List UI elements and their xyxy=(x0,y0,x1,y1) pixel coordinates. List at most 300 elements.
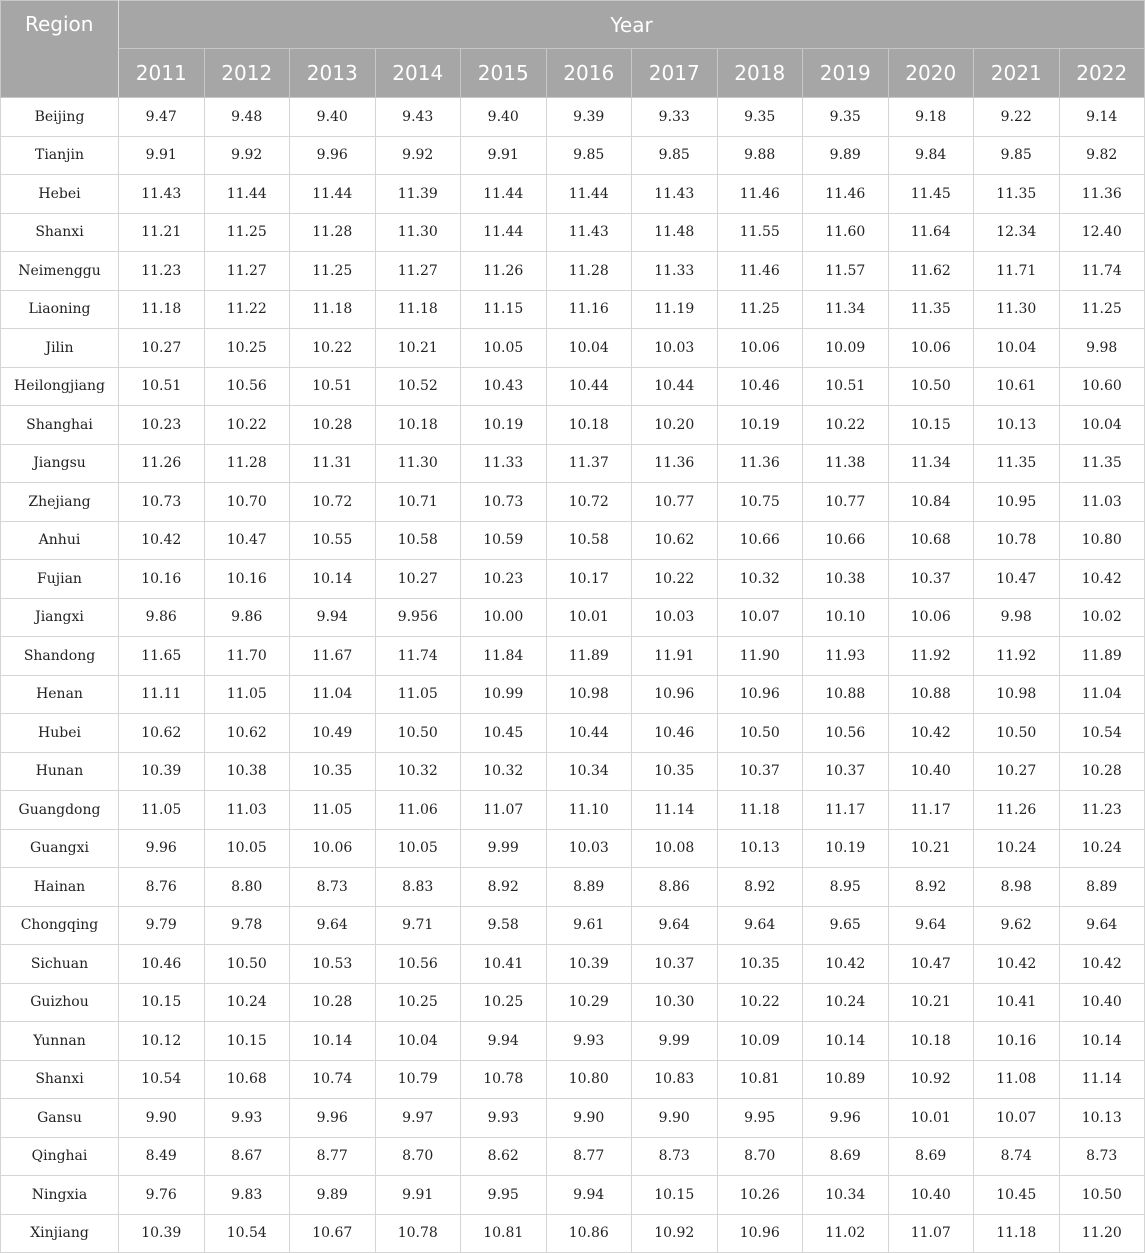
value-cell: 8.73 xyxy=(1059,1137,1145,1176)
region-cell: Hainan xyxy=(1,868,119,907)
value-cell: 10.40 xyxy=(888,1176,974,1215)
value-cell: 9.90 xyxy=(546,1099,632,1138)
value-cell: 10.04 xyxy=(375,1022,461,1061)
table-row xyxy=(1,752,1145,791)
value-cell: 10.25 xyxy=(375,983,461,1022)
value-cell: 10.89 xyxy=(803,1060,889,1099)
value-cell: 8.89 xyxy=(1059,868,1145,907)
value-cell: 10.88 xyxy=(888,675,974,714)
table-row xyxy=(1,983,1145,1022)
value-cell: 11.89 xyxy=(1059,637,1145,676)
region-cell: Hebei xyxy=(1,175,119,214)
value-cell: 10.62 xyxy=(204,714,290,753)
value-cell: 11.05 xyxy=(375,675,461,714)
value-cell: 10.24 xyxy=(803,983,889,1022)
value-cell: 9.89 xyxy=(290,1176,376,1215)
value-cell: 9.83 xyxy=(204,1176,290,1215)
value-cell: 9.93 xyxy=(204,1099,290,1138)
value-cell: 10.37 xyxy=(803,752,889,791)
value-cell: 10.18 xyxy=(888,1022,974,1061)
value-cell: 11.26 xyxy=(461,252,547,291)
value-cell: 11.14 xyxy=(1059,1060,1145,1099)
table-row xyxy=(1,1214,1145,1253)
value-cell: 10.14 xyxy=(1059,1022,1145,1061)
value-cell: 9.99 xyxy=(461,829,547,868)
value-cell: 8.69 xyxy=(803,1137,889,1176)
value-cell: 9.91 xyxy=(375,1176,461,1215)
value-cell: 11.05 xyxy=(204,675,290,714)
region-cell: Hunan xyxy=(1,752,119,791)
value-cell: 8.92 xyxy=(717,868,803,907)
value-cell: 11.20 xyxy=(1059,1214,1145,1253)
value-cell: 9.91 xyxy=(119,136,205,175)
value-cell: 10.21 xyxy=(888,983,974,1022)
value-cell: 9.47 xyxy=(119,98,205,137)
year-group-header: Year xyxy=(119,1,1145,49)
value-cell: 10.50 xyxy=(375,714,461,753)
value-cell: 10.51 xyxy=(290,367,376,406)
year-column-header: 2014 xyxy=(375,49,461,98)
value-cell: 10.22 xyxy=(632,560,718,599)
value-cell: 10.56 xyxy=(803,714,889,753)
value-cell: 11.22 xyxy=(204,290,290,329)
value-cell: 10.58 xyxy=(375,521,461,560)
value-cell: 9.64 xyxy=(1059,906,1145,945)
value-cell: 11.35 xyxy=(974,444,1060,483)
value-cell: 11.67 xyxy=(290,637,376,676)
value-cell: 10.79 xyxy=(375,1060,461,1099)
value-cell: 11.45 xyxy=(888,175,974,214)
value-cell: 10.19 xyxy=(803,829,889,868)
value-cell: 11.19 xyxy=(632,290,718,329)
value-cell: 9.90 xyxy=(632,1099,718,1138)
value-cell: 10.13 xyxy=(1059,1099,1145,1138)
value-cell: 9.96 xyxy=(290,136,376,175)
table-row xyxy=(1,329,1145,368)
value-cell: 10.50 xyxy=(717,714,803,753)
value-cell: 8.70 xyxy=(717,1137,803,1176)
region-cell: Jilin xyxy=(1,329,119,368)
value-cell: 11.91 xyxy=(632,637,718,676)
value-cell: 10.30 xyxy=(632,983,718,1022)
value-cell: 10.42 xyxy=(119,521,205,560)
value-cell: 10.03 xyxy=(546,829,632,868)
value-cell: 10.06 xyxy=(888,598,974,637)
value-cell: 10.27 xyxy=(974,752,1060,791)
value-cell: 11.43 xyxy=(632,175,718,214)
value-cell: 9.65 xyxy=(803,906,889,945)
year-column-header: 2012 xyxy=(204,49,290,98)
value-cell: 10.50 xyxy=(1059,1176,1145,1215)
value-cell: 10.73 xyxy=(461,483,547,522)
value-cell: 11.44 xyxy=(204,175,290,214)
value-cell: 10.29 xyxy=(546,983,632,1022)
value-cell: 10.04 xyxy=(1059,406,1145,445)
value-cell: 11.90 xyxy=(717,637,803,676)
value-cell: 9.35 xyxy=(717,98,803,137)
value-cell: 10.61 xyxy=(974,367,1060,406)
value-cell: 9.18 xyxy=(888,98,974,137)
value-cell: 9.94 xyxy=(290,598,376,637)
value-cell: 11.15 xyxy=(461,290,547,329)
value-cell: 10.16 xyxy=(119,560,205,599)
value-cell: 10.81 xyxy=(461,1214,547,1253)
value-cell: 10.09 xyxy=(717,1022,803,1061)
value-cell: 10.19 xyxy=(717,406,803,445)
value-cell: 10.43 xyxy=(461,367,547,406)
value-cell: 10.72 xyxy=(290,483,376,522)
value-cell: 10.17 xyxy=(546,560,632,599)
value-cell: 9.76 xyxy=(119,1176,205,1215)
value-cell: 11.35 xyxy=(1059,444,1145,483)
value-cell: 10.26 xyxy=(717,1176,803,1215)
value-cell: 10.47 xyxy=(204,521,290,560)
value-cell: 8.74 xyxy=(974,1137,1060,1176)
year-column-header: 2022 xyxy=(1059,49,1145,98)
region-cell: Chongqing xyxy=(1,906,119,945)
value-cell: 8.98 xyxy=(974,868,1060,907)
value-cell: 9.89 xyxy=(803,136,889,175)
value-cell: 10.15 xyxy=(204,1022,290,1061)
region-cell: Henan xyxy=(1,675,119,714)
value-cell: 10.14 xyxy=(290,1022,376,1061)
value-cell: 11.28 xyxy=(546,252,632,291)
value-cell: 11.23 xyxy=(119,252,205,291)
value-cell: 10.40 xyxy=(1059,983,1145,1022)
region-cell: Liaoning xyxy=(1,290,119,329)
value-cell: 10.37 xyxy=(717,752,803,791)
value-cell: 10.54 xyxy=(1059,714,1145,753)
value-cell: 10.45 xyxy=(461,714,547,753)
value-cell: 10.23 xyxy=(119,406,205,445)
value-cell: 11.03 xyxy=(1059,483,1145,522)
value-cell: 10.78 xyxy=(461,1060,547,1099)
value-cell: 10.88 xyxy=(803,675,889,714)
header-row-top xyxy=(1,1,1145,49)
value-cell: 10.42 xyxy=(974,945,1060,984)
table-row xyxy=(1,1176,1145,1215)
value-cell: 11.43 xyxy=(119,175,205,214)
value-cell: 10.99 xyxy=(461,675,547,714)
value-cell: 9.39 xyxy=(546,98,632,137)
value-cell: 10.50 xyxy=(888,367,974,406)
table-row xyxy=(1,714,1145,753)
table-row xyxy=(1,406,1145,445)
region-cell: Fujian xyxy=(1,560,119,599)
region-cell: Ningxia xyxy=(1,1176,119,1215)
value-cell: 9.94 xyxy=(546,1176,632,1215)
value-cell: 10.51 xyxy=(119,367,205,406)
value-cell: 9.64 xyxy=(888,906,974,945)
value-cell: 10.13 xyxy=(717,829,803,868)
value-cell: 10.78 xyxy=(974,521,1060,560)
value-cell: 11.27 xyxy=(375,252,461,291)
value-cell: 10.24 xyxy=(204,983,290,1022)
value-cell: 9.85 xyxy=(546,136,632,175)
value-cell: 9.98 xyxy=(1059,329,1145,368)
value-cell: 11.34 xyxy=(888,444,974,483)
value-cell: 9.99 xyxy=(632,1022,718,1061)
table-row xyxy=(1,213,1145,252)
value-cell: 12.40 xyxy=(1059,213,1145,252)
value-cell: 10.21 xyxy=(888,829,974,868)
value-cell: 11.27 xyxy=(204,252,290,291)
value-cell: 11.36 xyxy=(1059,175,1145,214)
value-cell: 10.41 xyxy=(974,983,1060,1022)
value-cell: 10.23 xyxy=(461,560,547,599)
value-cell: 9.64 xyxy=(290,906,376,945)
value-cell: 10.10 xyxy=(803,598,889,637)
value-cell: 10.35 xyxy=(717,945,803,984)
table-row xyxy=(1,637,1145,676)
value-cell: 10.44 xyxy=(546,367,632,406)
value-cell: 10.21 xyxy=(375,329,461,368)
table-row xyxy=(1,1099,1145,1138)
value-cell: 11.31 xyxy=(290,444,376,483)
value-cell: 9.96 xyxy=(290,1099,376,1138)
value-cell: 11.21 xyxy=(119,213,205,252)
year-column-header: 2020 xyxy=(888,49,974,98)
table-row xyxy=(1,483,1145,522)
region-cell: Anhui xyxy=(1,521,119,560)
value-cell: 9.92 xyxy=(204,136,290,175)
value-cell: 10.52 xyxy=(375,367,461,406)
value-cell: 11.46 xyxy=(717,175,803,214)
table-row xyxy=(1,829,1145,868)
value-cell: 11.17 xyxy=(888,791,974,830)
value-cell: 10.68 xyxy=(204,1060,290,1099)
value-cell: 9.48 xyxy=(204,98,290,137)
value-cell: 11.28 xyxy=(204,444,290,483)
value-cell: 10.22 xyxy=(803,406,889,445)
value-cell: 8.95 xyxy=(803,868,889,907)
value-cell: 11.57 xyxy=(803,252,889,291)
value-cell: 10.38 xyxy=(204,752,290,791)
value-cell: 9.95 xyxy=(461,1176,547,1215)
value-cell: 9.93 xyxy=(546,1022,632,1061)
value-cell: 11.35 xyxy=(888,290,974,329)
value-cell: 11.89 xyxy=(546,637,632,676)
region-cell: Shanghai xyxy=(1,406,119,445)
value-cell: 10.46 xyxy=(119,945,205,984)
table-row xyxy=(1,791,1145,830)
value-cell: 10.24 xyxy=(1059,829,1145,868)
value-cell: 10.53 xyxy=(290,945,376,984)
value-cell: 11.07 xyxy=(461,791,547,830)
value-cell: 9.96 xyxy=(803,1099,889,1138)
region-cell: Jiangsu xyxy=(1,444,119,483)
value-cell: 10.39 xyxy=(119,1214,205,1253)
value-cell: 11.08 xyxy=(974,1060,1060,1099)
value-cell: 10.34 xyxy=(803,1176,889,1215)
value-cell: 8.86 xyxy=(632,868,718,907)
value-cell: 9.84 xyxy=(888,136,974,175)
value-cell: 10.19 xyxy=(461,406,547,445)
value-cell: 8.77 xyxy=(290,1137,376,1176)
value-cell: 11.25 xyxy=(717,290,803,329)
region-cell: Qinghai xyxy=(1,1137,119,1176)
value-cell: 10.80 xyxy=(546,1060,632,1099)
value-cell: 11.10 xyxy=(546,791,632,830)
value-cell: 11.05 xyxy=(119,791,205,830)
value-cell: 10.51 xyxy=(803,367,889,406)
value-cell: 8.69 xyxy=(888,1137,974,1176)
value-cell: 11.44 xyxy=(290,175,376,214)
value-cell: 11.28 xyxy=(290,213,376,252)
value-cell: 11.74 xyxy=(375,637,461,676)
value-cell: 10.34 xyxy=(546,752,632,791)
value-cell: 11.64 xyxy=(888,213,974,252)
value-cell: 9.85 xyxy=(974,136,1060,175)
value-cell: 10.18 xyxy=(375,406,461,445)
value-cell: 11.36 xyxy=(632,444,718,483)
value-cell: 10.77 xyxy=(632,483,718,522)
region-cell: Sichuan xyxy=(1,945,119,984)
table-row xyxy=(1,1022,1145,1061)
table-row xyxy=(1,675,1145,714)
value-cell: 10.32 xyxy=(461,752,547,791)
value-cell: 9.40 xyxy=(461,98,547,137)
value-cell: 11.37 xyxy=(546,444,632,483)
region-cell: Beijing xyxy=(1,98,119,137)
value-cell: 9.35 xyxy=(803,98,889,137)
region-column-header: Region xyxy=(1,1,119,98)
value-cell: 10.75 xyxy=(717,483,803,522)
value-cell: 11.46 xyxy=(803,175,889,214)
value-cell: 11.30 xyxy=(375,444,461,483)
value-cell: 10.81 xyxy=(717,1060,803,1099)
value-cell: 11.65 xyxy=(119,637,205,676)
value-cell: 11.25 xyxy=(290,252,376,291)
value-cell: 10.67 xyxy=(290,1214,376,1253)
value-cell: 11.26 xyxy=(119,444,205,483)
value-cell: 10.83 xyxy=(632,1060,718,1099)
value-cell: 10.35 xyxy=(290,752,376,791)
value-cell: 10.13 xyxy=(974,406,1060,445)
value-cell: 9.97 xyxy=(375,1099,461,1138)
value-cell: 11.92 xyxy=(888,637,974,676)
value-cell: 10.37 xyxy=(888,560,974,599)
value-cell: 11.23 xyxy=(1059,791,1145,830)
value-cell: 10.04 xyxy=(546,329,632,368)
value-cell: 9.62 xyxy=(974,906,1060,945)
table-row xyxy=(1,252,1145,291)
table-row xyxy=(1,906,1145,945)
value-cell: 10.01 xyxy=(888,1099,974,1138)
value-cell: 11.26 xyxy=(974,791,1060,830)
value-cell: 9.95 xyxy=(717,1099,803,1138)
table-row xyxy=(1,521,1145,560)
value-cell: 9.40 xyxy=(290,98,376,137)
value-cell: 10.15 xyxy=(888,406,974,445)
value-cell: 10.56 xyxy=(375,945,461,984)
value-cell: 11.04 xyxy=(1059,675,1145,714)
value-cell: 10.38 xyxy=(803,560,889,599)
value-cell: 10.39 xyxy=(119,752,205,791)
value-cell: 10.47 xyxy=(888,945,974,984)
value-cell: 11.16 xyxy=(546,290,632,329)
value-cell: 9.33 xyxy=(632,98,718,137)
value-cell: 10.25 xyxy=(204,329,290,368)
value-cell: 10.86 xyxy=(546,1214,632,1253)
value-cell: 9.86 xyxy=(204,598,290,637)
value-cell: 10.54 xyxy=(204,1214,290,1253)
value-cell: 9.93 xyxy=(461,1099,547,1138)
value-cell: 8.67 xyxy=(204,1137,290,1176)
value-cell: 8.73 xyxy=(290,868,376,907)
value-cell: 10.96 xyxy=(717,675,803,714)
value-cell: 10.66 xyxy=(717,521,803,560)
year-column-header: 2017 xyxy=(632,49,718,98)
value-cell: 10.42 xyxy=(1059,945,1145,984)
value-cell: 10.24 xyxy=(974,829,1060,868)
value-cell: 9.64 xyxy=(632,906,718,945)
value-cell: 10.27 xyxy=(119,329,205,368)
value-cell: 10.25 xyxy=(461,983,547,1022)
value-cell: 12.34 xyxy=(974,213,1060,252)
value-cell: 10.84 xyxy=(888,483,974,522)
value-cell: 11.17 xyxy=(803,791,889,830)
value-cell: 10.35 xyxy=(632,752,718,791)
value-cell: 10.32 xyxy=(375,752,461,791)
value-cell: 9.82 xyxy=(1059,136,1145,175)
table-body xyxy=(1,98,1145,1253)
value-cell: 11.71 xyxy=(974,252,1060,291)
value-cell: 11.33 xyxy=(632,252,718,291)
region-cell: Shanxi xyxy=(1,1060,119,1099)
value-cell: 10.14 xyxy=(803,1022,889,1061)
value-cell: 11.02 xyxy=(803,1214,889,1253)
value-cell: 10.28 xyxy=(1059,752,1145,791)
region-cell: Zhejiang xyxy=(1,483,119,522)
value-cell: 11.04 xyxy=(290,675,376,714)
value-cell: 10.28 xyxy=(290,406,376,445)
value-cell: 11.62 xyxy=(888,252,974,291)
value-cell: 11.93 xyxy=(803,637,889,676)
value-cell: 10.59 xyxy=(461,521,547,560)
value-cell: 10.73 xyxy=(119,483,205,522)
year-column-header: 2016 xyxy=(546,49,632,98)
value-cell: 9.85 xyxy=(632,136,718,175)
region-cell: Shanxi xyxy=(1,213,119,252)
value-cell: 10.20 xyxy=(632,406,718,445)
value-cell: 10.70 xyxy=(204,483,290,522)
value-cell: 9.43 xyxy=(375,98,461,137)
value-cell: 10.02 xyxy=(1059,598,1145,637)
value-cell: 11.03 xyxy=(204,791,290,830)
value-cell: 8.92 xyxy=(888,868,974,907)
value-cell: 8.70 xyxy=(375,1137,461,1176)
value-cell: 9.58 xyxy=(461,906,547,945)
value-cell: 10.62 xyxy=(632,521,718,560)
value-cell: 10.98 xyxy=(974,675,1060,714)
region-cell: Heilongjiang xyxy=(1,367,119,406)
value-cell: 10.56 xyxy=(204,367,290,406)
table-row xyxy=(1,367,1145,406)
value-cell: 10.74 xyxy=(290,1060,376,1099)
value-cell: 11.74 xyxy=(1059,252,1145,291)
value-cell: 10.50 xyxy=(204,945,290,984)
value-cell: 9.98 xyxy=(974,598,1060,637)
value-cell: 10.78 xyxy=(375,1214,461,1253)
value-cell: 10.49 xyxy=(290,714,376,753)
table-header xyxy=(1,1,1145,98)
value-cell: 10.44 xyxy=(546,714,632,753)
value-cell: 10.08 xyxy=(632,829,718,868)
value-cell: 11.18 xyxy=(974,1214,1060,1253)
value-cell: 11.06 xyxy=(375,791,461,830)
region-cell: Yunnan xyxy=(1,1022,119,1061)
